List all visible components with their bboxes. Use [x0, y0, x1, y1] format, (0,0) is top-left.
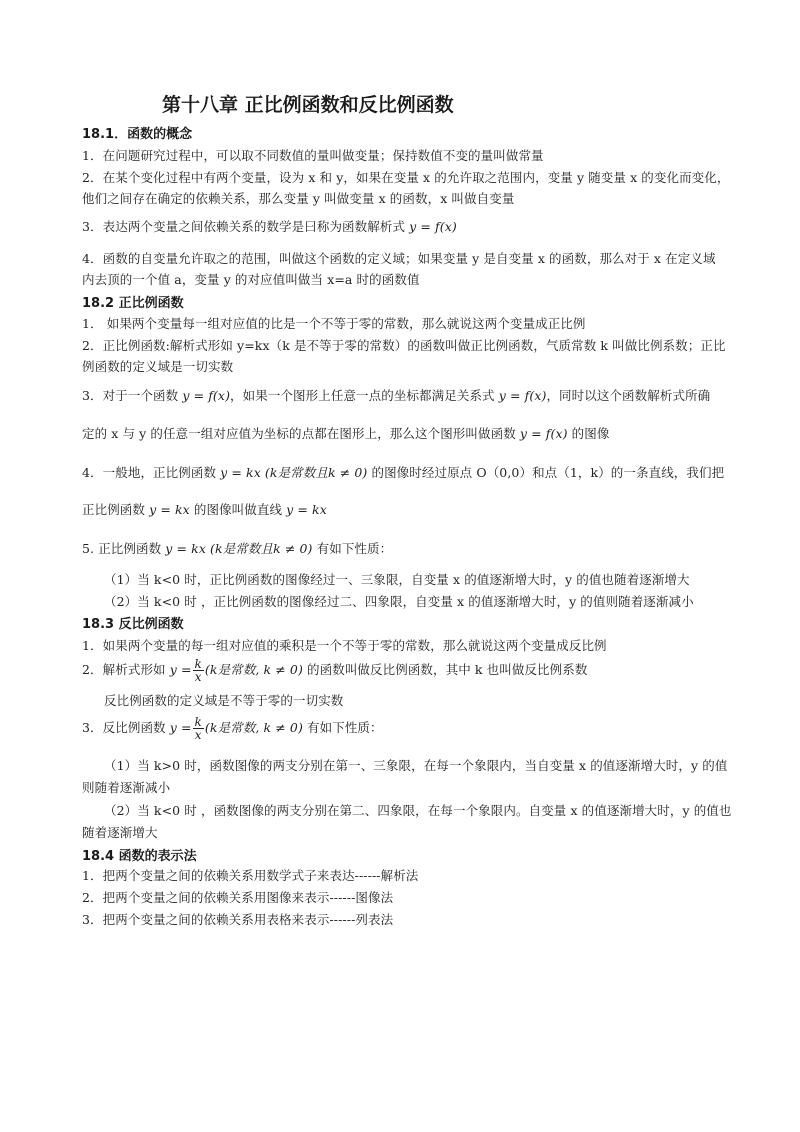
- text-span: 3．反比例函数: [82, 720, 170, 735]
- section-heading-18-3: 18.3 反比例函数: [82, 617, 184, 632]
- text-span: 的图像时经过原点 O（0,0）和点（1，k）的一条直线，我们把: [367, 465, 725, 480]
- paragraph-line: （2）当 k<0 时 ，函数图像的两支分别在第二、四象限，在每一个象限内。自变量 x 的值逐渐增大时，y 的值也: [104, 803, 732, 818]
- formula: y = f(x): [409, 219, 457, 234]
- formula: y = kx: [149, 502, 190, 517]
- text-span: 正比例函数: [82, 502, 150, 517]
- paragraph-line: [82, 463, 724, 481]
- fraction-denominator: x: [194, 670, 202, 684]
- section-heading-18-4: 18.4 函数的表示法: [82, 849, 197, 864]
- paragraph-line: [82, 217, 457, 235]
- text-span: 3．表达两个变量之间依赖关系的数学是曰称为函数解析式: [82, 219, 410, 234]
- paragraph-line: 则随着逐渐减小: [82, 780, 171, 795]
- formula: y = f(x): [519, 426, 568, 441]
- formula: y = kx (k是常数且k ≠ 0): [165, 541, 313, 556]
- paragraph-line: 反比例函数的定义域是不等于零的一切实数: [104, 693, 344, 708]
- text-span: ，如果一个图形上任意一点的坐标都满足关系式: [230, 388, 499, 403]
- paragraph-line: [82, 424, 609, 442]
- paragraph-line: [82, 716, 383, 741]
- fraction-numerator: k: [194, 715, 202, 729]
- paragraph-line: 1．如果两个变量的每一组对应值的乘积是一个不等于零的常数，那么就说这两个变量成反比例: [82, 638, 607, 653]
- formula: y = f(x): [498, 388, 547, 403]
- section-heading-18-1: 18.1．函数的概念: [82, 127, 193, 142]
- paragraph-line: 1．在问题研究过程中，可以取不同数值的量叫做变量；保持数值不变的量叫做常量: [82, 148, 544, 163]
- formula: (k是常数, k ≠ 0): [204, 720, 303, 735]
- text-span: ，同时以这个函数解析式所确: [546, 388, 711, 403]
- text-span: 的图像叫做直线: [189, 502, 287, 517]
- text-span: 的函数叫做反比例函数，其中 k 也叫做反比例系数: [302, 662, 588, 677]
- section-heading-18-2: 18.2 正比例函数: [82, 296, 184, 311]
- paragraph-line: [82, 539, 392, 557]
- fraction: [193, 716, 204, 741]
- text-span: 4．一般地，正比例函数: [82, 465, 221, 480]
- paragraph-line: [82, 658, 587, 683]
- paragraph-line: 例函数的定义域是一切实数: [82, 359, 234, 374]
- paragraph-line: 内去顶的一个值 a，变量 y 的对应值叫做当 x=a 时的函数值: [82, 272, 420, 287]
- paragraph-line: （1）当 k>0 时，函数图像的两支分别在第一、三象限，在每一个象限内，当自变量 x 的值逐渐增大时，y 的值: [104, 758, 728, 773]
- paragraph-line: 随着逐渐增大: [82, 825, 158, 840]
- formula: y = f(x): [182, 388, 231, 403]
- text-span: 2．解析式形如: [82, 662, 170, 677]
- paragraph-line: （1）当 k<0 时，正比例函数的图像经过一、三象限，自变量 x 的值逐渐增大时，y 的值也随着逐渐增大: [104, 572, 690, 587]
- formula: y = kx (k是常数且k ≠ 0): [220, 465, 368, 480]
- formula: (k是常数, k ≠ 0): [204, 662, 303, 677]
- paragraph-line: 3．把两个变量之间的依赖关系用表格来表示------列表法: [82, 912, 394, 927]
- paragraph-line: 2．正比例函数:解析式形如 y=kx（k 是不等于零的常数）的函数叫做正比例函数，气质常数 k 叫做比例系数；正比: [82, 338, 726, 353]
- paragraph-line: （2）当 k<0 时 ，正比例函数的图像经过二、四象限，自变量 x 的值逐渐增大时，y 的值则随着逐渐减小: [104, 594, 694, 609]
- paragraph-line: 1． 如果两个变量每一组对应值的比是一个不等于零的常数，那么就说这两个变量成正比例: [82, 316, 586, 331]
- text-span: 的图像: [567, 426, 610, 441]
- paragraph-line: 1．把两个变量之间的依赖关系用数学式子来表达------解析法: [82, 868, 419, 883]
- fraction-numerator: k: [194, 657, 202, 671]
- paragraph-line: 他们之间存在确定的依赖关系，那么变量 y 叫做变量 x 的函数，x 叫做自变量: [82, 191, 515, 206]
- text-span: 有如下性质：: [312, 541, 393, 556]
- paragraph-line: [82, 386, 710, 404]
- paragraph-line: 4．函数的自变量允许取之的范围，叫做这个函数的定义域；如果变量 y 是自变量 x 的函数，那么对于 x 在定义域: [82, 251, 716, 266]
- paragraph-line: [82, 500, 327, 518]
- text-span: 有如下性质：: [302, 720, 383, 735]
- text-span: 5. 正比例函数: [82, 541, 166, 556]
- text-span: 定的 x 与 y 的任意一组对应值为坐标的点都在图形上，那么这个图形叫做函数: [82, 426, 520, 441]
- paragraph-line: 2．把两个变量之间的依赖关系用图像来表示------图像法: [82, 890, 394, 905]
- fraction-denominator: x: [194, 728, 202, 742]
- paragraph-line: 2．在某个变化过程中有两个变量，设为 x 和 y，如果在变量 x 的允许取之范围内，变量 y 随变量 x 的变化而变化，: [82, 170, 730, 185]
- formula: y =: [169, 720, 192, 735]
- formula: y =: [169, 662, 192, 677]
- fraction: [193, 658, 204, 683]
- page-title: 第十八章 正比例函数和反比例函数: [162, 94, 454, 116]
- text-span: 3．对于一个函数: [82, 388, 183, 403]
- formula: y = kx: [286, 502, 327, 517]
